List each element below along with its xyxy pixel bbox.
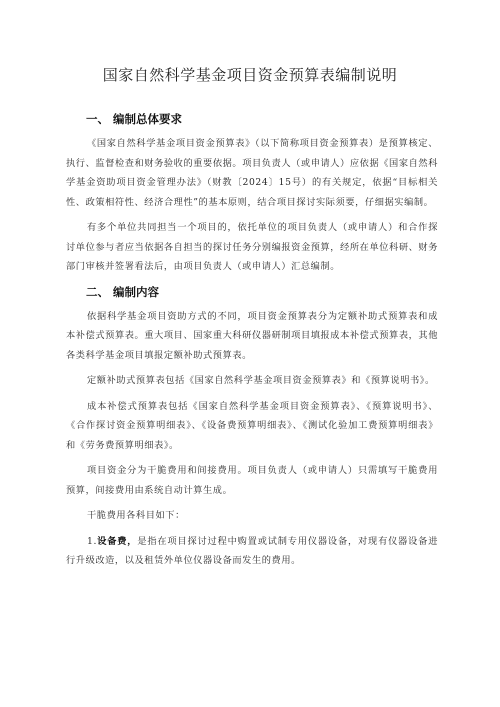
list-item-equipment-fee (66, 532, 438, 571)
paragraph: 干脆费用各科目如下： (87, 510, 185, 521)
paragraph: 项目资金分为干脆费用和间接费用。项目负责人（或申请人）只需填写干脆费用预算，间接费用由系统自动计算生成。 (66, 465, 438, 496)
item-text: 是指在项目探讨过程中购置或试制专用仪器设备，对现有仪器设备进行升级改造，以及租赁外单位仪器设备而发生的费用。 (66, 535, 439, 566)
paragraph: 成本补偿式预算表包括《国家自然科学基金项目资金预算表》、《预算说明书》、《合作探讨资金预算明细表》、《设备费预算明细表》、《测试化验加工费预算明细表》和《劳务费预算明细表》。 (66, 400, 438, 451)
item-term: 设备费， (96, 535, 138, 547)
item-number: 1. (87, 535, 97, 547)
paragraph: 依据科学基金项目资助方式的不同，项目资金预算表分为定额补助式预算表和成本补偿式预算表。重大项目、国家重大科研仪器研制项目填报成本补偿式预算表，其他各类科学基金项目填报定额补助式预算表。 (66, 310, 438, 361)
section-heading-1: 一、 编制总体要求 (86, 112, 183, 126)
document-title: 国家自然科学基金项目资金预算表编制说明 (102, 66, 398, 84)
paragraph: 《国家自然科学基金项目资金预算表》（以下简称项目资金预算表）是预算核定、执行、监督检查和财务验收的重要依据。项目负责人（或申请人）应依据《国家自然科学基金资助项目资金管理办法》（财教〔2024〕15号）的有关规定，依据“目标相关性、政策相符性、经济合理性”的基本原则，结合项目探讨实际须要，仔细据实编制。 (66, 138, 438, 208)
document-body (66, 110, 438, 577)
paragraph: 有多个单位共同担当一个项目的，依托单位的项目负责人（或申请人）和合作探讨单位参与者应当依据各自担当的探讨任务分别编报资金预算，经所在单位科研、财务部门审核并签署看法后，由项目负责人（或申请人）汇总编制。 (66, 222, 438, 272)
section-heading-2: 二、 编制内容 (86, 284, 160, 299)
paragraph: 定额补助式预算表包括《国家自然科学基金项目资金预算表》和《预算说明书》。 (87, 375, 435, 386)
